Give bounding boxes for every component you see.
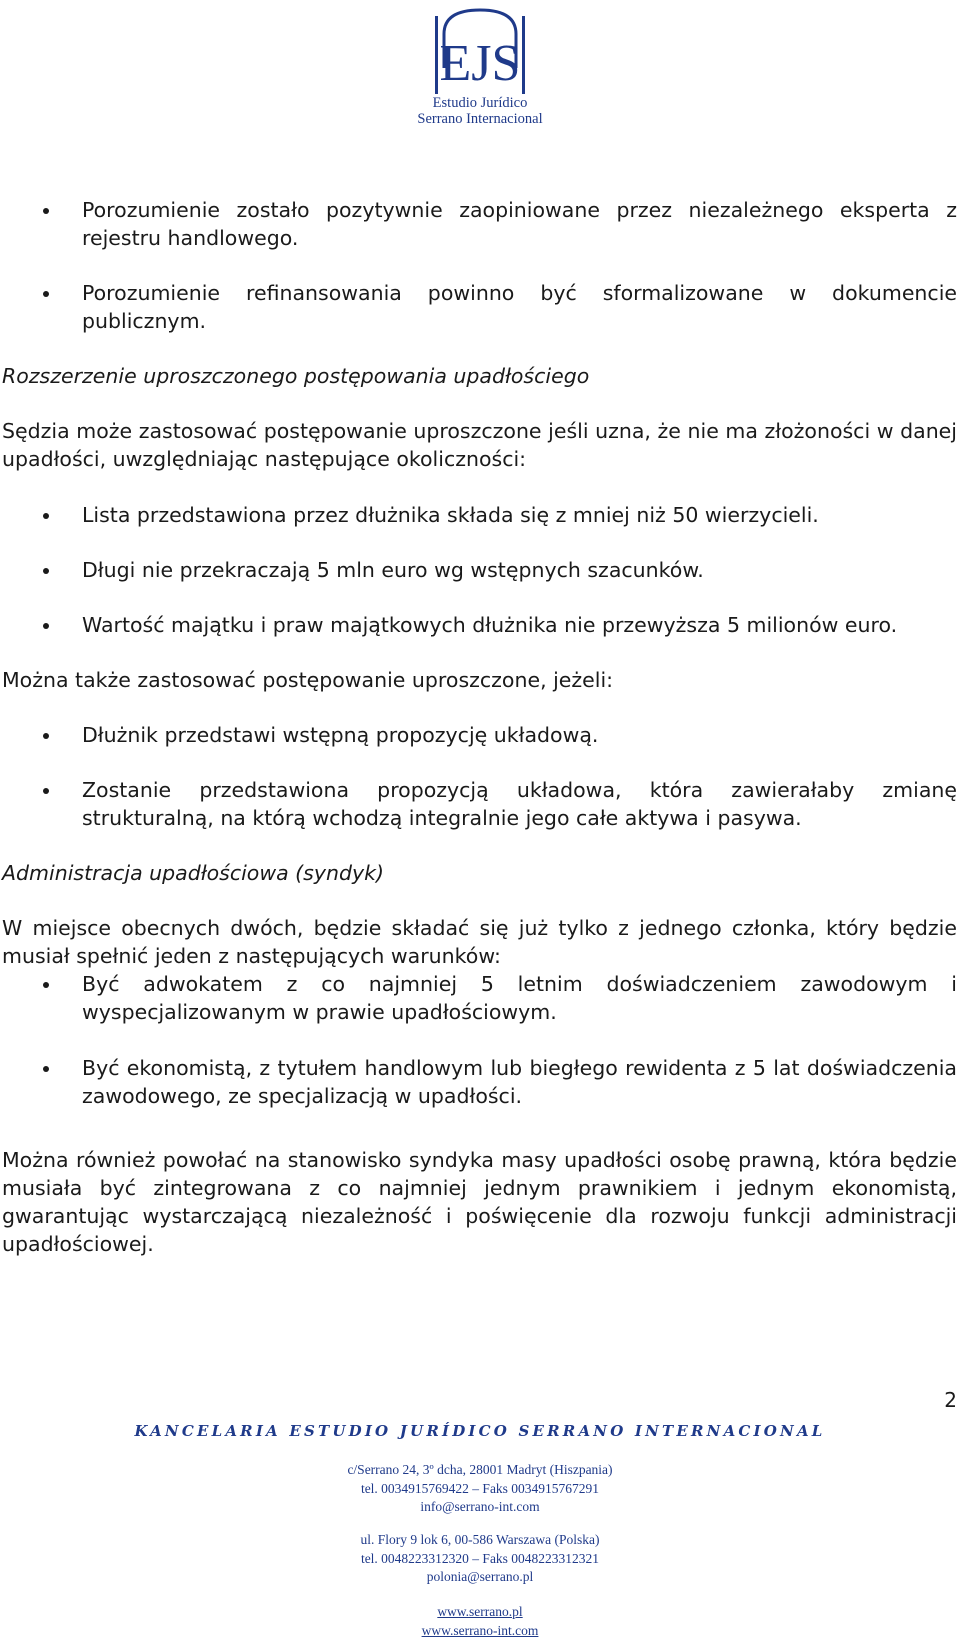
- list-item: Dłużnik przedstawi wstępną propozycję układową.: [2, 721, 957, 749]
- section-heading: Administracja upadłościowa (syndyk): [2, 861, 385, 885]
- website-link[interactable]: www.serrano.pl: [437, 1604, 523, 1619]
- phone-line: tel. 0048223312320 – Faks 0048223312321: [360, 1550, 600, 1566]
- proposal-list: [2, 721, 957, 832]
- email-line: polonia@serrano.pl: [426, 1569, 534, 1584]
- page-number: 2: [944, 1388, 957, 1412]
- firm-logo: [400, 6, 560, 128]
- paragraph: Sędzia może zastosować postępowanie uproszczone jeśli uzna, że nie ma złożoności w danej upadłości, uwzględniając następujące okoliczności:: [2, 419, 957, 471]
- svg-text:Estudio Jurídico: Estudio Jurídico: [432, 95, 528, 111]
- svg-text:Serrano Internacional: Serrano Internacional: [417, 111, 543, 127]
- paragraph: Można również powołać na stanowisko syndyka masy upadłości osobę prawną, która będzie musiała być zintegrowana z co najmniej jednym prawnikiem i jednym ekonomistą, gwarantując wystarczającą niezależność i poświęcenie dla rozwoju funkcji administracji upadłościowej.: [2, 1148, 957, 1256]
- footer-firm-name: KANCELARIA ESTUDIO JURÍDICO SERRANO INTERNACIONAL: [134, 1422, 826, 1440]
- list-item: Lista przedstawiona przez dłużnika składa się z mniej niż 50 wierzycieli.: [2, 501, 957, 529]
- requirements-list: [2, 970, 957, 1110]
- svg-text:EJS: EJS: [439, 35, 521, 92]
- paragraph: W miejsce obecnych dwóch, będzie składać się już tylko z jednego członka, który będzie musiał spełnić jeden z następujących warunków:: [2, 916, 957, 968]
- list-item: Być ekonomistą, z tytułem handlowym lub biegłego rewidenta z 5 lat doświadczenia zawodowego, ze specjalizacją w upadłości.: [2, 1054, 957, 1110]
- paragraph: Można także zastosować postępowanie uproszczone, jeżeli:: [2, 668, 614, 692]
- conditions-list: [2, 196, 957, 335]
- email-line: info@serrano-int.com: [420, 1499, 540, 1514]
- document-body: [2, 196, 957, 1258]
- list-item: Zostanie przedstawiona propozycją układowa, która zawierałaby zmianę strukturalną, na którą wchodzą integralnie jego całe aktywa i pasywa.: [2, 776, 957, 832]
- section-heading: Rozszerzenie uproszczonego postępowania upadłościego: [2, 364, 590, 388]
- circumstances-list: [2, 501, 957, 639]
- list-item: Porozumienie zostało pozytywnie zaopiniowane przez niezależnego eksperta z rejestru handlowego.: [2, 196, 957, 252]
- address-line: c/Serrano 24, 3º dcha, 28001 Madryt (Hiszpania): [347, 1462, 613, 1477]
- footer-websites: [0, 1603, 960, 1640]
- address-line: ul. Flory 9 lok 6, 00-586 Warszawa (Polska): [360, 1532, 600, 1547]
- website-link[interactable]: www.serrano-int.com: [421, 1622, 539, 1638]
- footer-warsaw-office: [0, 1531, 960, 1587]
- list-item: Porozumienie refinansowania powinno być sformalizowane w dokumencie publicznym.: [2, 279, 957, 335]
- phone-line: tel. 0034915769422 – Faks 0034915767291: [360, 1480, 600, 1496]
- list-item: Wartość majątku i praw majątkowych dłużnika nie przewyższa 5 milionów euro.: [2, 611, 957, 639]
- footer-madrid-office: [0, 1461, 960, 1517]
- list-item: Długi nie przekraczają 5 mln euro wg wstępnych szacunków.: [2, 556, 957, 584]
- list-item: Być adwokatem z co najmniej 5 letnim doświadczeniem zawodowym i wyspecjalizowanym w prawie upadłościowym.: [2, 970, 957, 1026]
